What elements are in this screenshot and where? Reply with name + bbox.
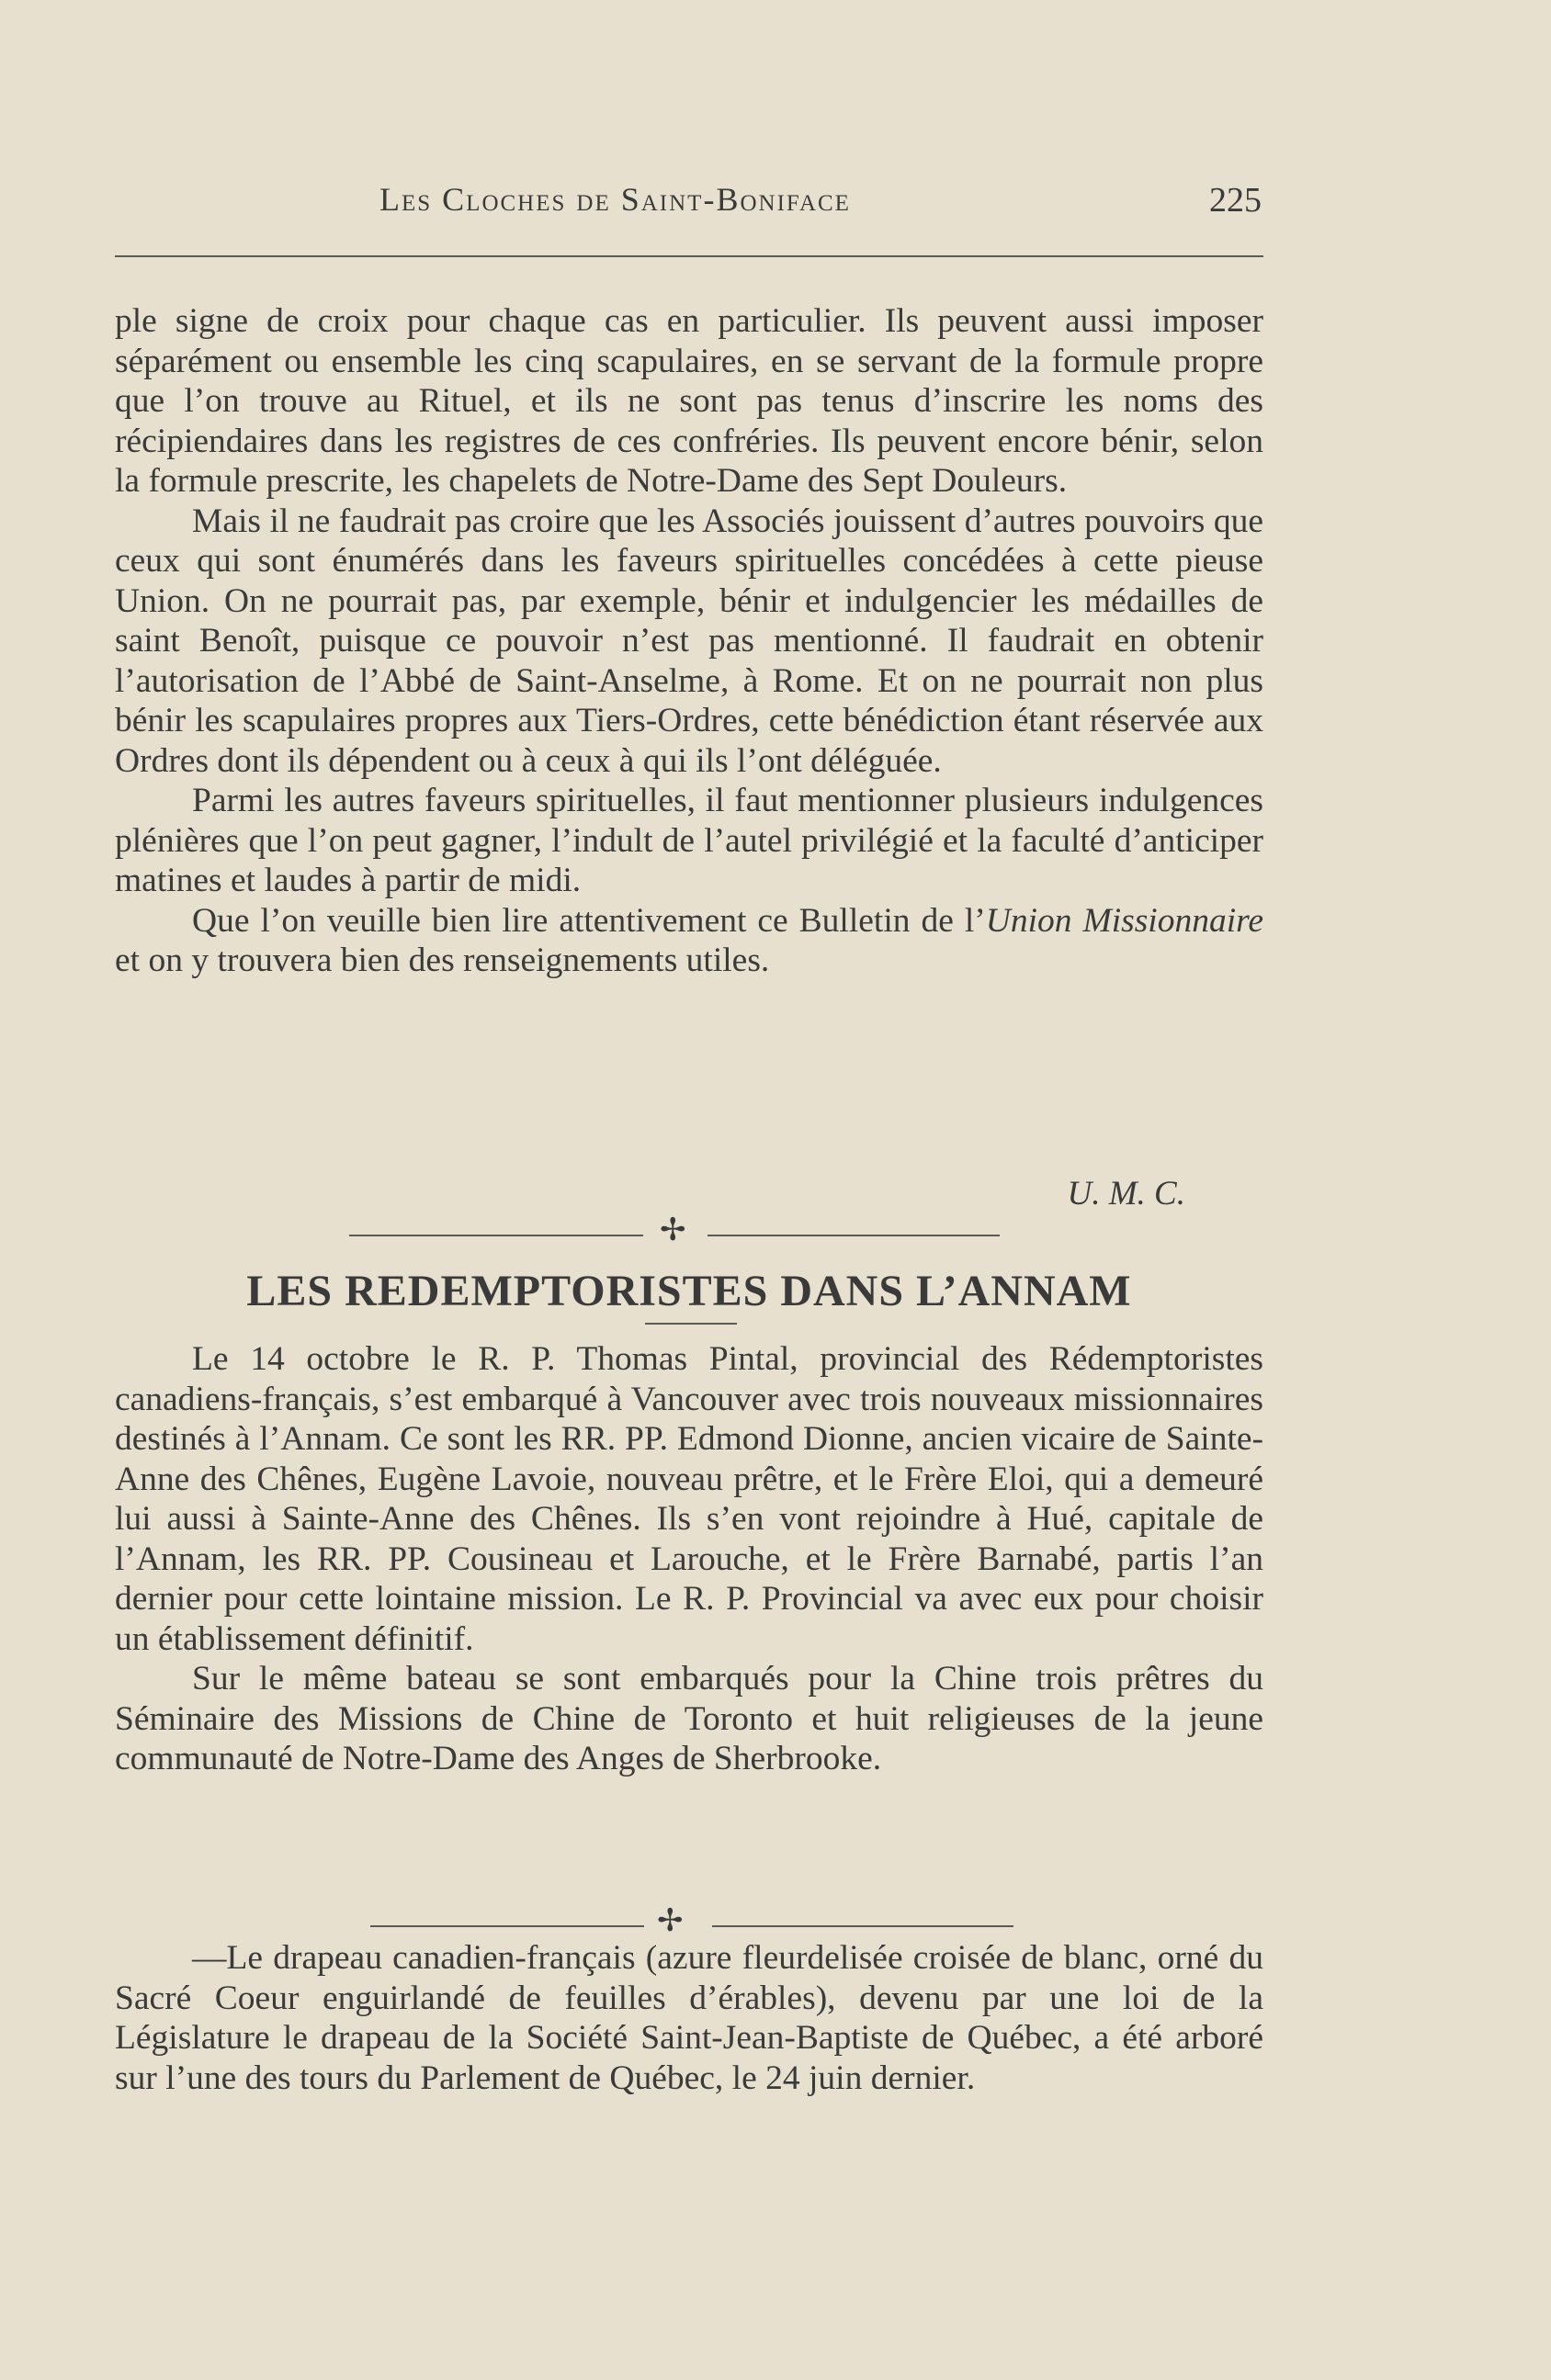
text-run: Que l’on veuille bien lire attentivement ce Bulletin de l’ — [192, 901, 986, 940]
section-redemptoristes — [115, 1339, 1263, 1779]
header-rule — [115, 255, 1263, 257]
paragraph — [115, 901, 1263, 981]
section-drapeau — [115, 1938, 1263, 2098]
text-run: et on y trouvera bien des renseignements utiles. — [115, 942, 770, 979]
paragraph: ple signe de croix pour chaque cas en particulier. Ils peuvent aussi imposer séparément ou ensemble les cinq scapulaires, en se servant de la formule propre que l’on trouve au Rituel, et ils ne sont pas tenus d’inscrire les noms des récipiendaires dans les registres de ces confréries. Ils peuvent encore bénir, selon la formule prescrite, les chapelets de Notre-Dame des Sept Douleurs. — [115, 302, 1263, 500]
paragraph: —Le drapeau canadien-français (azure fleurdelisée croisée de blanc, orné du Sacré Coeur enguirlandé de feuilles d’érables), devenu par une loi de la Législature le drapeau de la Société Saint-Jean-Baptiste de Québec, a été arboré sur l’une des tours du Parlement de Québec, le 24 juin dernier. — [115, 1939, 1263, 2097]
separator-line — [370, 1925, 644, 1927]
italic-title: Union Missionnaire — [985, 901, 1263, 940]
section-separator — [370, 1902, 1032, 1940]
page-header — [115, 180, 1262, 235]
running-title: Les Cloches de Saint-Boniface — [379, 181, 851, 218]
separator-line — [712, 1925, 1013, 1927]
separator-line — [349, 1235, 643, 1236]
paragraph: Parmi les autres faveurs spirituelles, il faut mentionner plusieurs indulgences plénières que l’on peut gagner, l’indult de l’autel privilégié et la faculté d’anticiper matines et laudes à partir de midi. — [115, 782, 1263, 899]
separator-line — [708, 1235, 1000, 1236]
section-union-missionnaire — [115, 301, 1263, 981]
paragraph: Sur le même bateau se sont embarqués pour la Chine trois prêtres du Séminaire des Missions de Chine de Toronto et huit religieuses de la jeune communauté de Notre-Dame des Anges de Sherbrooke. — [115, 1660, 1263, 1777]
signature: U. M. C. — [1067, 1175, 1185, 1213]
cross-ornament-icon: ✢ — [660, 1212, 686, 1248]
heading-rule — [645, 1323, 737, 1325]
section-separator — [349, 1212, 1029, 1249]
paragraph: Le 14 octobre le R. P. Thomas Pintal, provincial des Rédemptoristes canadiens-français, s’est embarqué à Vancouver avec trois nouveaux missionnaires destinés à l’Annam. Ce sont les RR. PP. Edmond Dionne, ancien vicaire de Sainte-Anne des Chênes, Eugène Lavoie, nouveau prêtre, et le Frère Eloi, qui a demeuré lui aussi à Sainte-Anne des Chênes. Ils s’en vont rejoindre à Hué, capitale de l’Annam, les RR. PP. Cousineau et Larouche, et le Frère Barnabé, partis l’an dernier pour cette lointaine mission. Le R. P. Provincial va avec eux pour choisir un établissement définitif. — [115, 1340, 1263, 1658]
cross-ornament-icon: ✢ — [657, 1902, 684, 1939]
page-number: 225 — [1209, 181, 1262, 220]
paragraph: Mais il ne faudrait pas croire que les Associés jouissent d’autres pouvoirs que ceux qui sont énumérés dans les faveurs spirituelles concédées à cette pieuse Union. On ne pourrait pas, par exemple, bénir et indulgencier les médailles de saint Benoît, puisque ce pouvoir n’est pas mentionné. Il faudrait en obtenir l’autorisation de l’Abbé de Saint-Anselme, à Rome. Et on ne pourrait non plus bénir les scapulaires propres aux Tiers-Ordres, cette bénédiction étant réservée aux Ordres dont ils dépendent ou à ceux à qui ils l’ont déléguée. — [115, 502, 1263, 780]
section-heading: LES REDEMPTORISTES DANS L’ANNAM — [246, 1267, 1132, 1315]
